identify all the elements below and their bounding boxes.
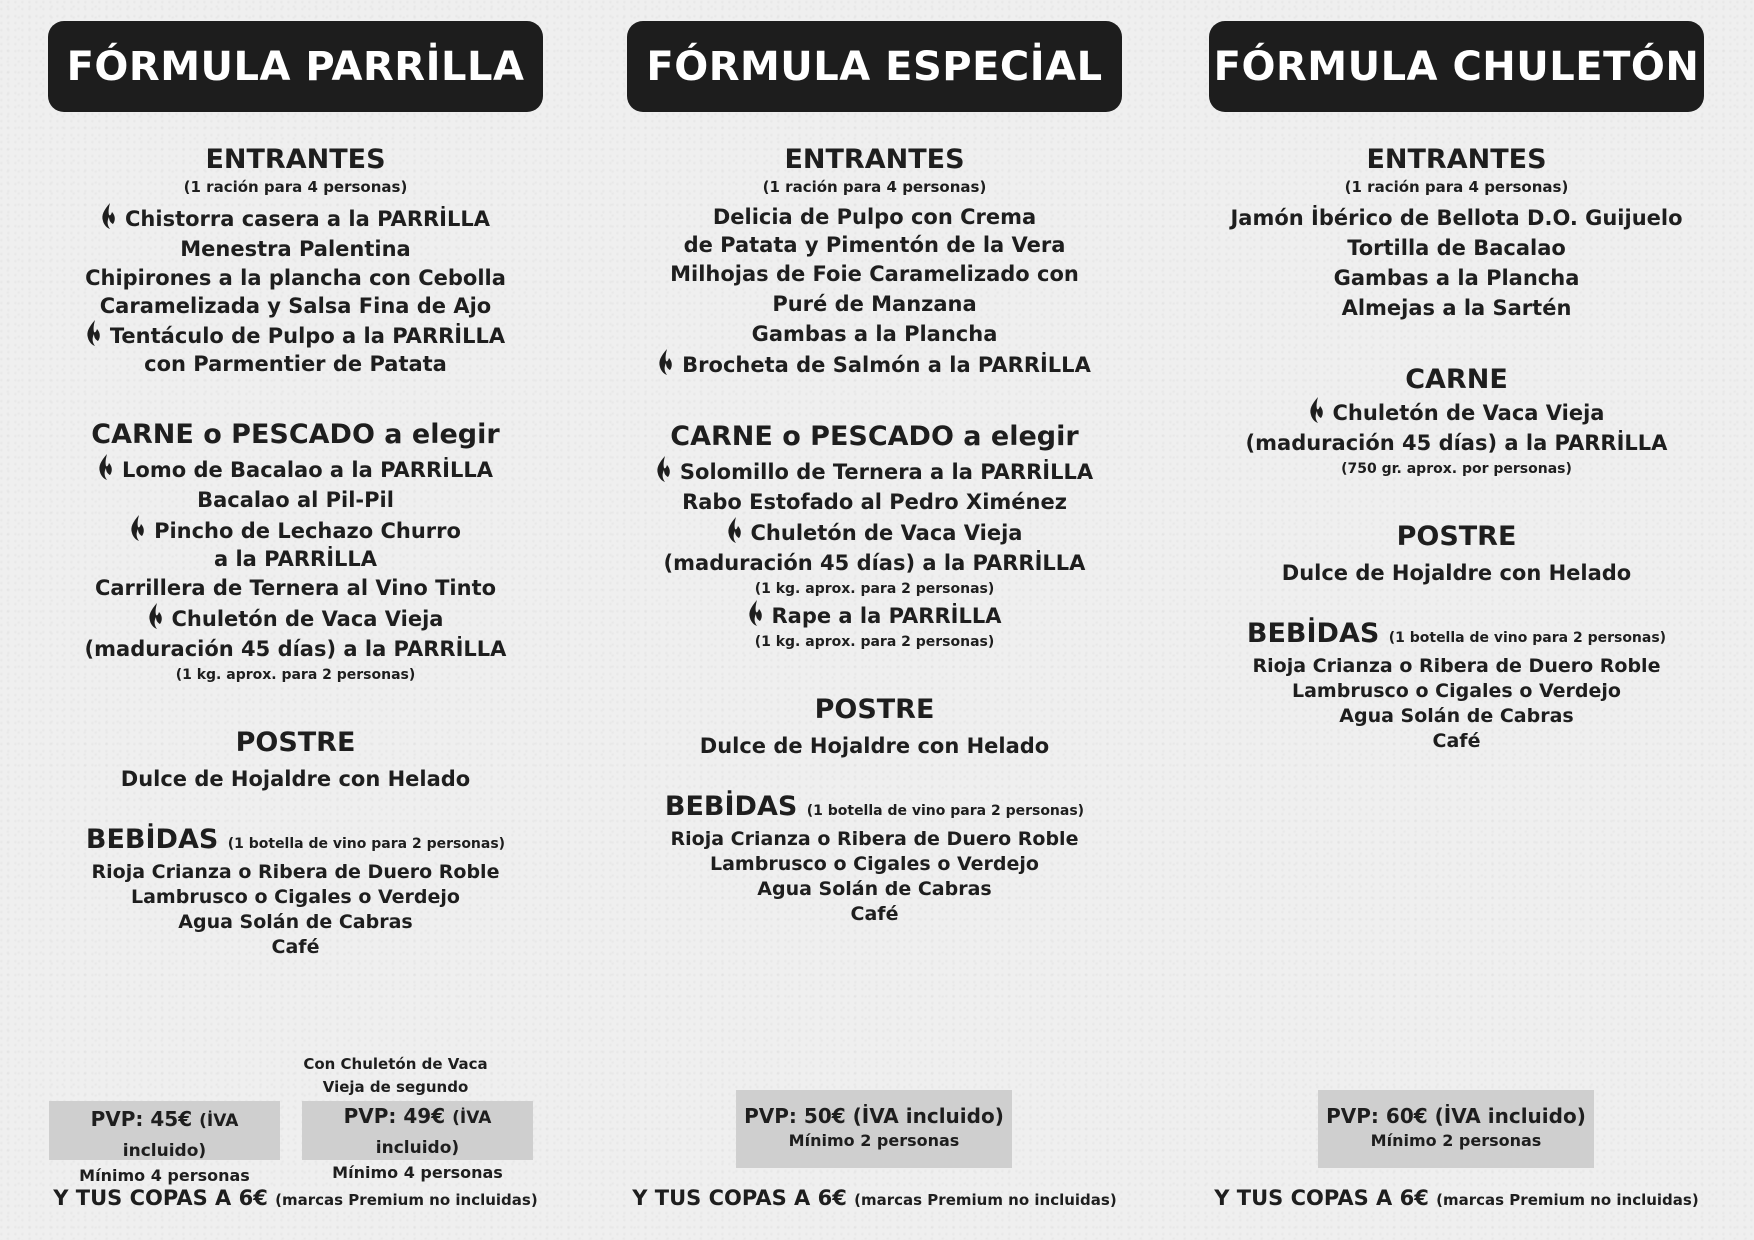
bebidas-note: (1 botella de vino para 2 personas): [806, 803, 1085, 819]
portion-note: (750 gr. aprox. por personas): [1341, 461, 1572, 477]
menu-content: [48, 143, 543, 960]
minimum-note: Mínimo 4 personas: [79, 1166, 250, 1185]
dish: Tentáculo de Pulpo a la PARRİLLA: [48, 320, 543, 350]
drink: Lambrusco o Cigales o Verdejo: [710, 853, 1039, 875]
drink: Rioja Crianza o Ribera de Duero Roble: [1252, 655, 1661, 677]
dessert: Dulce de Hojaldre con Helado: [699, 734, 1050, 758]
copas-offer: Y TUS COPAS A 6€ (marcas Premium no incluidas): [53, 1186, 538, 1210]
flame-icon: [748, 600, 764, 626]
dish: Bacalao al Pil-Pil: [197, 488, 394, 512]
price-label: PVP: 45€ (İVA incluido): [90, 1107, 239, 1161]
bebidas-note: (1 botella de vino para 2 personas): [1388, 630, 1667, 646]
dish: Gambas a la Plancha: [1333, 266, 1580, 290]
dish: con Parmentier de Patata: [144, 352, 447, 376]
dish: (maduración 45 días) a la PARRİLLA: [1245, 431, 1668, 455]
formula-title: FÓRMULA PARRİLLA: [48, 21, 543, 112]
entrantes-heading: ENTRANTES: [205, 144, 386, 175]
copas-offer: Y TUS COPAS A 6€ (marcas Premium no incluidas): [1214, 1186, 1699, 1210]
formula-title: FÓRMULA ESPECİAL: [627, 21, 1122, 112]
postre-heading: POSTRE: [235, 727, 356, 758]
minimum-note: Mínimo 2 personas: [788, 1131, 960, 1150]
drink: Café: [1432, 730, 1481, 752]
price-box-chuleton: [302, 1101, 533, 1182]
dish: Jamón İbérico de Bellota D.O. Guijuelo: [1230, 206, 1683, 230]
dish: Delicia de Pulpo con Crema: [712, 205, 1037, 229]
flame-icon: [1309, 397, 1325, 423]
entrantes-note: (1 ración para 4 personas): [762, 178, 987, 196]
flame-icon: [101, 203, 117, 229]
copas-offer: Y TUS COPAS A 6€ (marcas Premium no incluidas): [632, 1186, 1117, 1210]
formula-title: FÓRMULA CHULETÓN: [1209, 21, 1704, 112]
dish: Lomo de Bacalao a la PARRİLLA: [48, 454, 543, 485]
portion-note: (1 kg. aprox. para 2 personas): [754, 634, 995, 650]
carne-heading: CARNE o PESCADO a elegir: [670, 421, 1079, 452]
carne-heading: CARNE: [1405, 364, 1508, 395]
dessert: Dulce de Hojaldre con Helado: [1281, 561, 1632, 585]
minimum-note: Mínimo 4 personas: [332, 1163, 503, 1182]
entrantes-heading: ENTRANTES: [784, 144, 965, 175]
bebidas-heading: BEBİDAS (1 botella de vino para 2 personas): [85, 824, 506, 855]
formula-parrilla: [48, 0, 543, 1240]
dish: Gambas a la Plancha: [751, 322, 998, 346]
drink: Rioja Crianza o Ribera de Duero Roble: [91, 861, 500, 883]
dish: Brocheta de Salmón a la PARRİLLA: [627, 349, 1122, 380]
entrantes-note: (1 ración para 4 personas): [1344, 178, 1569, 196]
dish: Almejas a la Sartén: [1341, 296, 1572, 320]
dish: Chistorra casera a la PARRİLLA: [48, 203, 543, 234]
price-label: PVP: 49€ (İVA incluido): [343, 1104, 492, 1158]
dessert: Dulce de Hojaldre con Helado: [120, 767, 471, 791]
flame-icon: [727, 517, 743, 543]
price-box: [736, 1090, 1012, 1168]
portion-note: (1 kg. aprox. para 2 personas): [175, 667, 416, 683]
dish: Pincho de Lechazo Churro: [48, 515, 543, 545]
drink: Agua Solán de Cabras: [178, 911, 413, 933]
dish: Chuletón de Vaca Vieja: [1209, 397, 1704, 428]
drink: Café: [271, 936, 320, 958]
minimum-note: Mínimo 2 personas: [1370, 1131, 1542, 1150]
flame-icon: [148, 603, 164, 629]
flame-icon: [656, 456, 672, 482]
dish: Chuletón de Vaca Vieja: [627, 517, 1122, 548]
dish: (maduración 45 días) a la PARRİLLA: [84, 637, 507, 661]
bebidas-heading: BEBİDAS (1 botella de vino para 2 personas): [664, 791, 1085, 822]
entrantes-heading: ENTRANTES: [1366, 144, 1547, 175]
dish: (maduración 45 días) a la PARRİLLA: [663, 551, 1086, 575]
dish: Tortilla de Bacalao: [1347, 236, 1566, 260]
carne-heading: CARNE o PESCADO a elegir: [91, 419, 500, 450]
price-label: PVP: 50€ (İVA incluido): [744, 1104, 1004, 1128]
formula-chuleton: [1209, 0, 1704, 1240]
menu-content: [1209, 143, 1704, 754]
flame-icon: [130, 515, 146, 541]
dish: Chuletón de Vaca Vieja: [48, 603, 543, 634]
menu-content: [627, 143, 1122, 927]
drink: Rioja Crianza o Ribera de Duero Roble: [670, 828, 1079, 850]
price-box: [49, 1101, 280, 1185]
portion-note: (1 kg. aprox. para 2 personas): [754, 581, 995, 597]
dish: Rabo Estofado al Pedro Ximénez: [682, 490, 1067, 514]
postre-heading: POSTRE: [1396, 521, 1517, 552]
dish: Solomillo de Ternera a la PARRİLLA: [627, 456, 1122, 487]
dish: de Patata y Pimentón de la Vera: [683, 233, 1066, 257]
dish: a la PARRİLLA: [213, 547, 378, 571]
flame-icon: [98, 454, 114, 480]
entrantes-note: (1 ración para 4 personas): [183, 178, 408, 196]
chuleton-supplement-note: Con Chuletón de Vaca Vieja de segundo: [303, 1055, 488, 1096]
dish: Carrillera de Ternera al Vino Tinto: [94, 576, 497, 600]
flame-icon: [658, 349, 674, 375]
drink: Lambrusco o Cigales o Verdejo: [131, 886, 460, 908]
drink: Agua Solán de Cabras: [1339, 705, 1574, 727]
dish: Milhojas de Foie Caramelizado con: [670, 262, 1079, 286]
postre-heading: POSTRE: [814, 694, 935, 725]
price-box: [1318, 1090, 1594, 1168]
dish: Caramelizada y Salsa Fina de Ajo: [99, 294, 492, 318]
formula-especial: [627, 0, 1122, 1240]
dish: Puré de Manzana: [772, 292, 977, 316]
drink: Lambrusco o Cigales o Verdejo: [1292, 680, 1621, 702]
drink: Café: [850, 903, 899, 925]
bebidas-heading: BEBİDAS (1 botella de vino para 2 personas): [1246, 618, 1667, 649]
bebidas-note: (1 botella de vino para 2 personas): [227, 836, 506, 852]
price-label: PVP: 60€ (İVA incluido): [1326, 1104, 1586, 1128]
dish: Rape a la PARRİLLA: [627, 600, 1122, 631]
dish: Menestra Palentina: [180, 237, 411, 261]
dish: Chipirones a la plancha con Cebolla: [85, 266, 506, 290]
flame-icon: [86, 320, 102, 346]
drink: Agua Solán de Cabras: [757, 878, 992, 900]
